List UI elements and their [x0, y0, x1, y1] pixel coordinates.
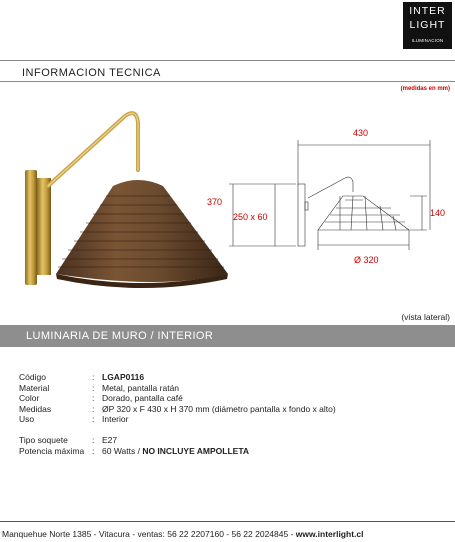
spec-row: [19, 393, 336, 404]
brand-logo-line1: INTER: [409, 5, 446, 17]
spec-row: [19, 372, 336, 383]
spec-row: [19, 414, 336, 425]
footer-divider: [0, 521, 455, 522]
brand-logo-line2: LIGHT: [409, 19, 446, 31]
brand-logo: [403, 2, 452, 49]
spec-row: [19, 404, 336, 415]
spec-row: [19, 435, 336, 446]
spec-value: Dorado, pantalla café: [102, 393, 183, 404]
section-band: [0, 325, 455, 347]
footer-website-link[interactable]: www.interlight.cl: [295, 529, 364, 539]
spec-key: Medidas: [19, 403, 52, 414]
spec-value: [102, 446, 249, 457]
spec-value-text: 60 Watts /: [102, 445, 143, 456]
header-divider-top: [0, 60, 455, 61]
dim-width: 430: [353, 128, 369, 138]
spec-separator: :: [92, 434, 95, 445]
dim-plate: 250 x 60: [233, 212, 268, 222]
spec-value-warning: NO INCLUYE AMPOLLETA: [142, 445, 250, 456]
spec-separator: :: [92, 393, 95, 404]
view-caption: (vista lateral): [401, 312, 450, 322]
spec-key: Potencia máxima: [19, 445, 85, 456]
spec-key: Código: [19, 372, 46, 382]
technical-drawing: [195, 120, 455, 270]
spec-value: Interior: [102, 414, 129, 425]
spec-value: Metal, pantalla ratán: [102, 382, 180, 393]
footer-contact: Manquehue Norte 1385 - Vitacura - ventas: 56 22 2207160 - 56 22 2024845 -: [2, 529, 296, 539]
spec-key: Tipo soquete: [19, 434, 68, 445]
spec-row: [19, 383, 336, 394]
spec-key: Color: [19, 393, 40, 404]
footer: [2, 529, 363, 539]
spec-separator: :: [92, 382, 95, 393]
spec-key: Material: [19, 382, 50, 393]
spec-value: ØP 320 x F 430 x H 370 mm (diámetro pantalla x fondo x alto): [102, 403, 336, 414]
wall-plate: [25, 170, 37, 285]
spec-table: [19, 372, 336, 456]
spec-key: Uso: [19, 414, 35, 425]
spec-separator: :: [92, 445, 95, 456]
spec-value: LGAP0116: [102, 372, 145, 382]
spec-separator: :: [92, 414, 95, 425]
spec-separator: :: [92, 403, 95, 414]
dim-diameter: Ø 320: [354, 255, 379, 265]
spec-row: [19, 446, 336, 457]
lamp-arm: [48, 113, 138, 186]
section-title: LUMINARIA DE MURO / INTERIOR: [26, 330, 214, 342]
dim-height: 370: [207, 197, 223, 207]
header-divider-bottom: [0, 81, 455, 82]
page-title: INFORMACION TECNICA: [22, 67, 161, 79]
units-note: (medidas en mm): [400, 86, 450, 92]
brand-logo-line3: ILUMINACION: [411, 38, 444, 43]
spec-separator: :: [92, 372, 95, 382]
spec-value: E27: [102, 434, 118, 445]
dim-projection: 140: [430, 208, 446, 218]
